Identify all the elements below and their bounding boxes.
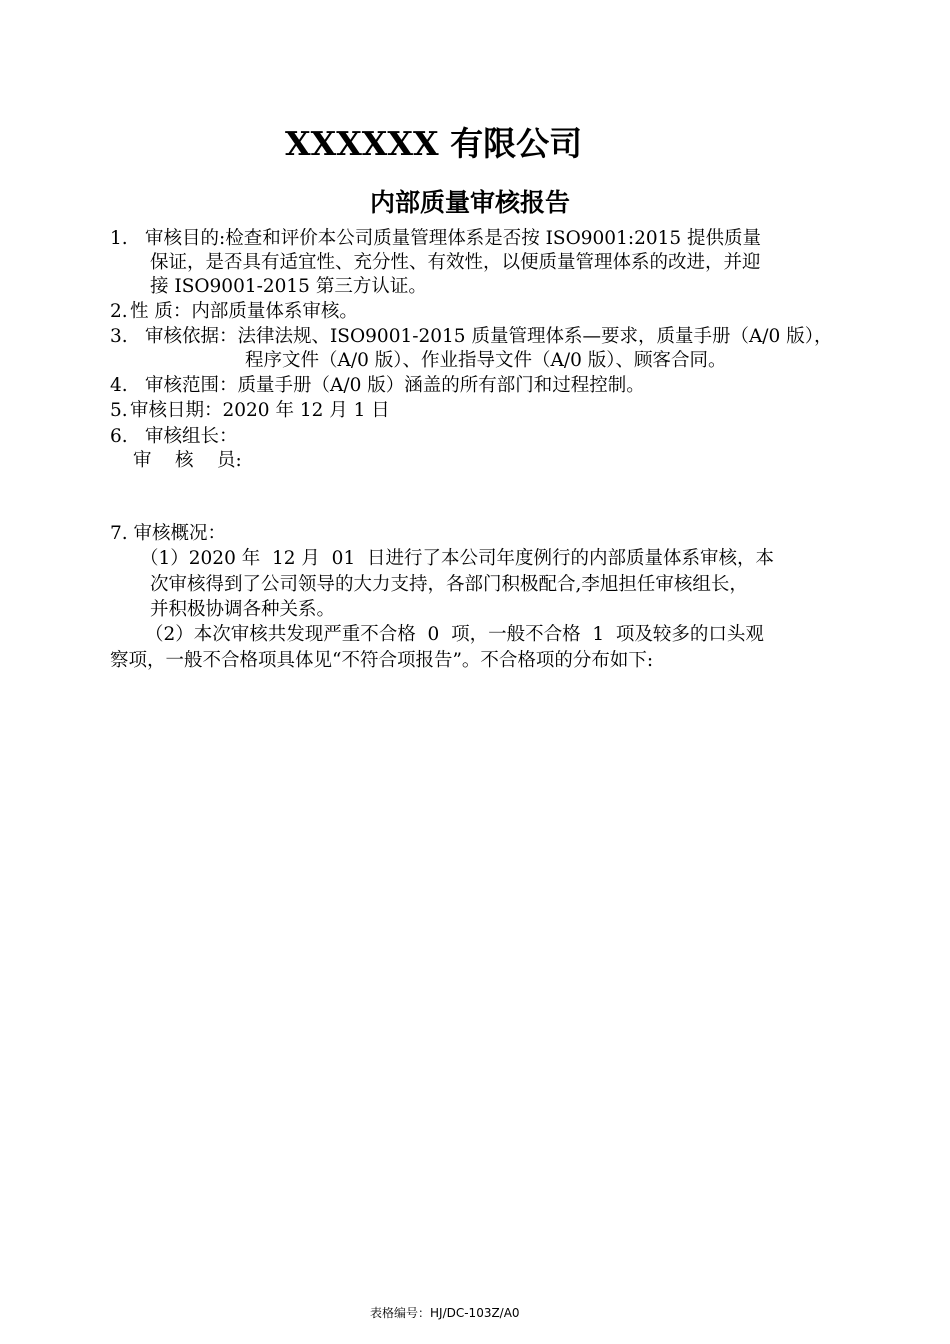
section-7-p1-line-2: 次审核得到了公司领导的大力支持，各部门积极配合,李旭担任审核组长， xyxy=(150,574,748,595)
company-name: XXXXXX 有限公司 xyxy=(285,124,583,163)
item-3-line-2: 程序文件（A/0 版）、作业指导文件（A/0 版）、顾客合同。 xyxy=(245,350,727,371)
item-3-line-1: 审核依据：法律法规、ISO9001-2015 质量管理体系—要求，质量手册（A/0 版）， xyxy=(145,326,833,347)
form-number-footer: 表格编号：HJ/DC-103Z/A0 xyxy=(370,1306,520,1320)
item-1-number: 1. xyxy=(110,228,128,249)
report-title: 内部质量审核报告 xyxy=(370,188,571,217)
item-4-number: 4. xyxy=(110,375,128,396)
item-6-number: 6. xyxy=(110,426,128,447)
item-6-line-1: 审核组长： xyxy=(145,426,238,447)
auditor-label: 审 核 员: xyxy=(133,450,242,471)
section-7-p1-line-1: （1）2020 年 12 月 01 日进行了本公司年度例行的内部质量体系审核，本 xyxy=(140,548,774,569)
item-1-line-3: 接 ISO9001-2015 第三方认证。 xyxy=(150,276,427,297)
section-7-p2-line-1: （2）本次审核共发现严重不合格 0 项，一般不合格 1 项及较多的口头观 xyxy=(145,624,764,645)
section-7-p2-line-2: 察项，一般不合格项具体见“不符合项报告”。不合格项的分布如下: xyxy=(110,650,654,671)
item-1-line-1: 审核目的:检查和评价本公司质量管理体系是否按 ISO9001:2015 提供质量 xyxy=(145,228,762,249)
item-4-line-1: 审核范围：质量手册（A/0 版）涵盖的所有部门和过程控制。 xyxy=(145,375,645,396)
item-2-line-1: 性 质：内部质量体系审核。 xyxy=(130,301,358,322)
item-1-line-2: 保证，是否具有适宜性、充分性、有效性，以便质量管理体系的改进，并迎 xyxy=(150,252,761,273)
item-2-number: 2. xyxy=(110,301,128,322)
item-3-number: 3. xyxy=(110,326,128,347)
section-7-p1-line-3: 并积极协调各种关系。 xyxy=(150,599,336,620)
item-5-number: 5. xyxy=(110,400,128,421)
item-5-line-1: 审核日期：2020 年 12 月 1 日 xyxy=(130,400,390,421)
section-7-heading: 7. 审核概况： xyxy=(110,523,227,544)
